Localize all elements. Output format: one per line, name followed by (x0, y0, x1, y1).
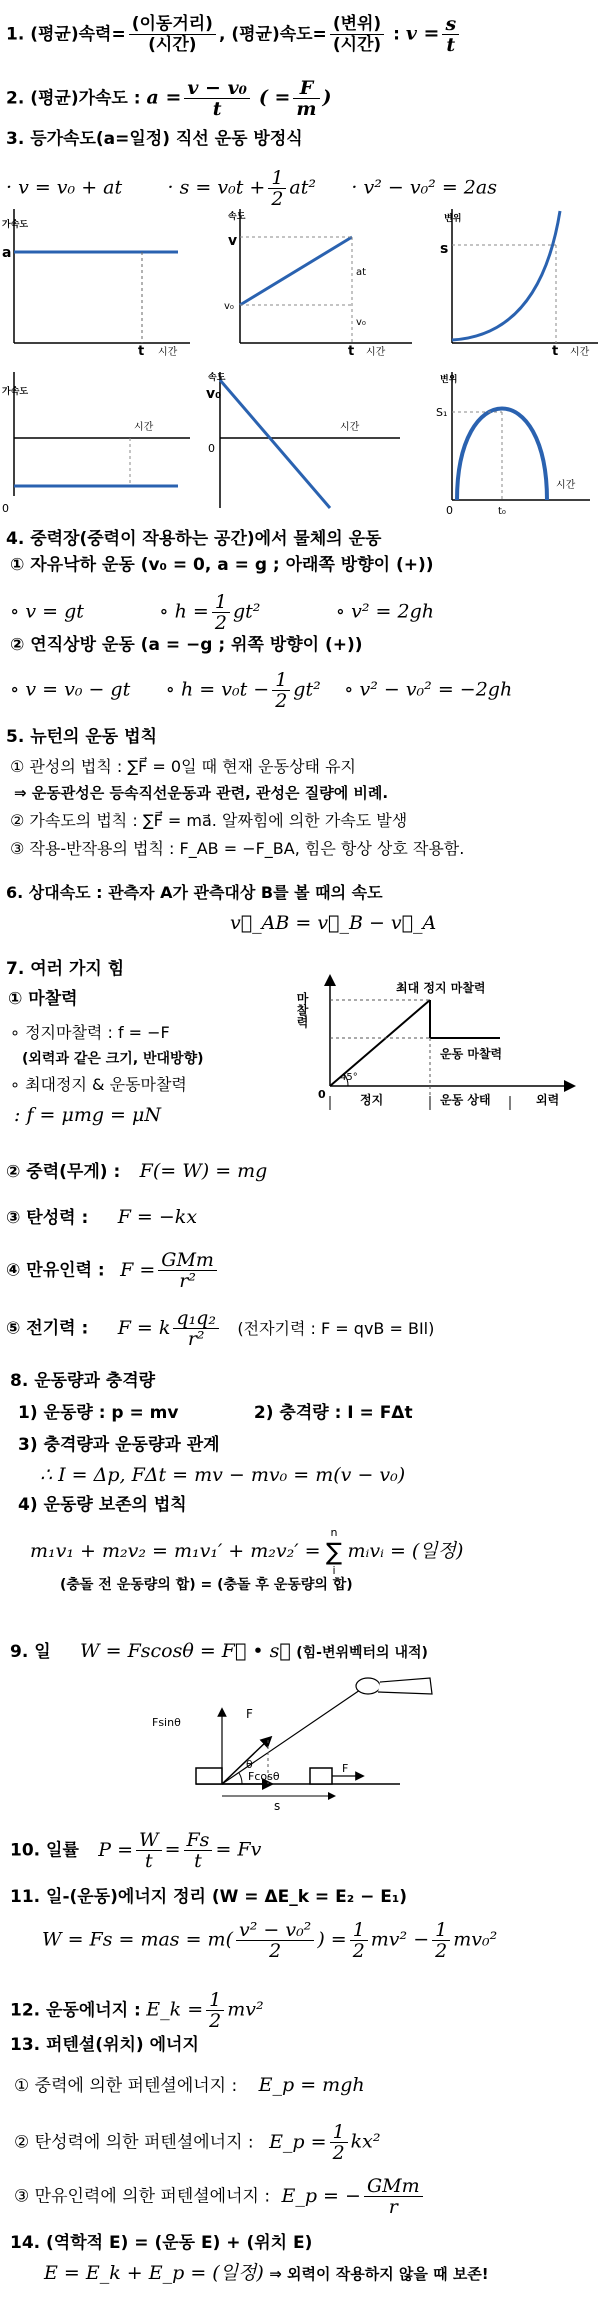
equation: = Fv (215, 1838, 262, 1861)
impulse-def: 2) 충격량 : I = FΔt (253, 1403, 413, 1423)
free-fall-equations (10, 592, 434, 633)
s1-label: S₁ (436, 406, 448, 419)
fraction-denominator: (시간) (148, 35, 197, 55)
equation: ∘ v = gt (10, 600, 84, 623)
potential-label: ① 중력에 의한 퍼텐셜에너지 : (14, 2076, 238, 2096)
sum-lower: i (332, 1564, 336, 1577)
fraction-numerator: W (136, 1830, 162, 1851)
fraction (293, 78, 319, 119)
motion-graphs-row-2 (0, 368, 607, 518)
fraction-numerator: 1 (432, 1920, 450, 1941)
conservation-equation (30, 1526, 463, 1578)
equation: gt² (293, 678, 321, 701)
fraction-numerator: 1 (268, 168, 286, 189)
section-title: 2. (평균)가속도 (6, 88, 128, 109)
equation: E_p = mgh (258, 2074, 365, 2096)
section-11-title: 11. 일-(운동)에너지 정리 (W = ΔE_k = E₂ − E₁) (10, 1887, 408, 1907)
theta-label: θ (246, 1758, 253, 1771)
force-label: ⑤ 전기력 : (6, 1318, 89, 1339)
section-7-title: 7. 여러 가지 힘 (6, 959, 125, 979)
y-axis-label: 속도 (208, 373, 226, 383)
equation: ) = (317, 1928, 347, 1951)
momentum-impulse-defs (18, 1402, 413, 1424)
x-axis-label: 시간 (366, 347, 386, 358)
fraction-denominator: m (296, 98, 317, 120)
fraction-denominator: t (194, 1850, 202, 1872)
y-mark: v₀ (206, 386, 222, 402)
electromagnetic-note: (전자기력 : F = qvB = BIl) (237, 1318, 435, 1338)
max-static-label: 최대 정지 마찰력 (396, 981, 486, 995)
graph-velocity-time (224, 209, 412, 359)
fraction-denominator: 2 (271, 188, 284, 210)
equation: E = E_k + E_p = (일정) (44, 2262, 264, 2284)
acceleration-lhs: a = (146, 86, 182, 109)
force-right-label: F (342, 1762, 349, 1775)
gravity-force (6, 1160, 267, 1183)
work-energy-equation (42, 1920, 497, 1961)
fraction-numerator: GMm (158, 1250, 217, 1271)
equation: W = Fs = mas = m( (42, 1928, 233, 1951)
equation: E_p = − (281, 2184, 361, 2207)
equation: · s = v₀t + (167, 176, 266, 199)
fraction-denominator: r² (179, 1270, 196, 1292)
x-axis-label: 시간 (158, 347, 178, 358)
force-label: ④ 만유인력 : (6, 1260, 105, 1281)
static-friction: ∘ 정지마찰력 : f = −F (10, 1023, 170, 1042)
fraction-denominator: r² (187, 1328, 205, 1350)
elastic-force (6, 1206, 197, 1229)
fraction-numerator: GMm (364, 2176, 423, 2197)
graph-upward-velocity (206, 371, 400, 508)
fraction-numerator: (변위) (330, 14, 384, 35)
section-4-title: 4. 중력장(중력이 작용하는 공간)에서 물체의 운동 (6, 529, 382, 549)
equation: ∘ h = (159, 600, 209, 623)
at-label: at (356, 267, 367, 278)
origin-label: 0 (318, 1088, 326, 1101)
fraction-denominator: t (144, 1850, 153, 1872)
conservation-title: 4) 운동량 보존의 법칙 (18, 1495, 187, 1515)
fraction-denominator: r (388, 2196, 398, 2218)
law-of-acceleration: ② 가속도의 법칙 : ∑F⃗ = ma⃗. 알짜힘에 의한 가속도 발생 (10, 811, 408, 830)
upward-motion-subtitle: ② 연직상방 운동 (a = −g ; 위쪽 방향이 (+)) (10, 635, 363, 655)
equation: · v = v₀ + at (6, 176, 123, 199)
fraction-denominator: 2 (332, 2142, 345, 2164)
x-axis-label: 시간 (134, 422, 154, 433)
sum-upper: n (330, 1526, 338, 1539)
fraction-denominator: 2 (209, 2010, 222, 2032)
elastic-potential (14, 2122, 381, 2163)
max-kinetic-friction: ∘ 최대정지 & 운동마찰력 (10, 1075, 187, 1094)
graph-free-fall-acceleration (2, 372, 190, 515)
angle-label: 45° (340, 1072, 358, 1083)
x-mark: t (138, 344, 145, 359)
fraction (184, 1830, 213, 1871)
fraction-numerator: 1 (206, 1990, 224, 2011)
section-9 (10, 1640, 428, 1664)
fraction (268, 168, 286, 209)
y-mark: a (2, 245, 12, 261)
section-title: 10. 일률 (10, 1840, 79, 1861)
equation: mᵢvᵢ = (일정) (347, 1540, 464, 1562)
section-14-title: 14. (역학적 E) = (운동 E) + (위치 E) (10, 2233, 313, 2253)
fraction-numerator: 1 (350, 1920, 368, 1941)
equation: F = −kx (117, 1206, 198, 1228)
graph-acceleration-time (2, 209, 190, 359)
equation: at² (289, 176, 316, 199)
gravitation-force (6, 1250, 220, 1291)
x-axis-label: 외력 (536, 1093, 560, 1107)
equation: E_k = (146, 1998, 204, 2021)
average-velocity-label: (평균)속도= (231, 24, 327, 45)
fraction (330, 14, 384, 55)
fraction (364, 2176, 423, 2217)
fraction (330, 2122, 348, 2163)
fraction-numerator: Fs (184, 1830, 213, 1851)
impulse-equation: ∴ I = Δp, FΔt = mv − mv₀ = m(v − v₀) (40, 1464, 406, 1486)
fraction-denominator: 2 (435, 1940, 448, 1962)
fraction-denominator: 2 (269, 1940, 282, 1962)
section-title: 9. 일 (10, 1642, 51, 1662)
v0-label: v₀ (356, 317, 366, 328)
gravitation-potential (14, 2176, 426, 2217)
fraction (442, 14, 459, 55)
kinetic-label: 운동 마찰력 (440, 1047, 503, 1061)
section-10 (10, 1830, 261, 1871)
fraction-denominator: 2 (352, 1940, 365, 1962)
fraction (158, 1250, 217, 1291)
upward-motion-equations (10, 670, 512, 711)
fcos-label: Fcosθ (248, 1770, 280, 1783)
fraction-numerator: (이동거리) (129, 14, 216, 35)
equation: = (164, 1838, 181, 1861)
equation: F = k (117, 1316, 171, 1339)
fraction (272, 670, 290, 711)
y-axis-label: 속도 (228, 212, 246, 222)
origin-label: 0 (208, 442, 215, 455)
fraction-denominator: (시간) (332, 35, 382, 55)
origin-label: 0 (2, 502, 9, 515)
t0-label: t₀ (498, 506, 506, 517)
v0-label: v₀ (224, 301, 234, 312)
equation: kx² (350, 2130, 381, 2153)
section-3-title: 3. 등가속도(a=일정) 직선 운동 방정식 (6, 129, 303, 149)
equation: mv₀² (453, 1928, 498, 1951)
work-diagram (150, 1672, 450, 1822)
velocity-lhs: v = (405, 22, 440, 45)
impulse-momentum-relation: 3) 충격량과 운동량과 관계 (18, 1435, 220, 1455)
electric-force (6, 1308, 434, 1349)
equation: m₁v₁ + m₂v₂ = m₁v₁′ + m₂v₂′ = (30, 1540, 321, 1562)
moving-region-label: 운동 상태 (440, 1093, 491, 1107)
section-13-title: 13. 퍼텐셜(위치) 에너지 (10, 2035, 199, 2055)
equation: mv² (227, 1998, 264, 2021)
fraction-numerator: 1 (272, 670, 290, 691)
fraction-numerator: v − v₀ (184, 78, 250, 99)
equation: ∘ v² − v₀² = −2gh (344, 678, 513, 701)
x-mark: t (348, 344, 355, 359)
conservation-condition: ⇒ 외력이 작용하지 않을 때 보존! (269, 2265, 489, 2283)
separator: , (218, 24, 226, 45)
fraction-denominator: t (212, 98, 222, 120)
graph-displacement-time (440, 209, 598, 359)
sum-symbol: ∑ (325, 1538, 343, 1566)
section-5-title: 5. 뉴턴의 운동 법칙 (6, 727, 157, 747)
fraction (184, 78, 250, 119)
friction-chart (295, 978, 600, 1140)
section-3-equations (6, 168, 497, 209)
section-12 (10, 1990, 264, 2031)
fraction-denominator: 2 (275, 690, 288, 712)
inertia-note: ⇒ 운동관성은 등속직선운동과 관련, 관성은 질량에 비례. (14, 784, 389, 802)
fraction (173, 1308, 219, 1349)
y-axis-label: 가속도 (2, 387, 29, 397)
section-6-title: 6. 상대속도 : 관측자 A가 관측대상 B를 볼 때의 속도 (6, 883, 383, 902)
colon: : (393, 24, 400, 45)
graph-upward-displacement (436, 372, 590, 517)
fraction (432, 1920, 450, 1961)
fraction (236, 1920, 314, 1961)
section-1 (6, 14, 462, 55)
y-axis-label: 마찰력 (295, 992, 309, 1028)
y-axis-label: 변위 (444, 214, 462, 224)
motion-graphs-row-1 (0, 205, 607, 359)
force-label: ② 중력(무게) : (6, 1162, 121, 1182)
x-axis-label: 시간 (340, 422, 360, 433)
friction-subtitle: ① 마찰력 (8, 989, 78, 1009)
fraction (136, 1830, 162, 1871)
work-note: (힘-변위벡터의 내적) (296, 1645, 428, 1661)
equation: · v² − v₀² = 2as (351, 176, 497, 199)
section-title: 12. 운동에너지 : (10, 2000, 141, 2021)
fraction-numerator: q₁q₂ (173, 1308, 219, 1329)
fraction (212, 592, 230, 633)
relative-velocity-equation: v⃗_AB = v⃗_B − v⃗_A (230, 912, 437, 934)
gravity-potential (14, 2074, 365, 2097)
equation: ∘ h = v₀t − (165, 678, 270, 701)
section-number: 1. (6, 24, 25, 45)
law-of-action-reaction: ③ 작용-반작용의 법칙 : F_AB = −F_BA, 힘은 항상 상호 작용함. (10, 839, 465, 858)
y-mark: s (440, 241, 449, 257)
fraction-numerator: 1 (212, 592, 230, 613)
force-label: ③ 탄성력 : (6, 1208, 89, 1228)
conservation-note: (충돌 전 운동량의 합) = (충돌 후 운동량의 합) (60, 1577, 353, 1593)
equation: ∘ v = v₀ − gt (10, 678, 131, 701)
fsin-label: Fsinθ (152, 1716, 181, 1729)
fraction-denominator: 2 (214, 612, 227, 634)
x-axis-label: 시간 (570, 347, 590, 358)
work-equation: W = Fscosθ = F⃗ • s⃗ (80, 1640, 291, 1662)
equation-part: ) (322, 86, 332, 109)
fraction-numerator: 1 (330, 2122, 348, 2143)
equation: gt² (232, 600, 261, 623)
y-axis-label: 변위 (440, 375, 458, 385)
law-of-inertia: ① 관성의 법칙 : ∑F⃗ = 0일 때 현재 운동상태 유지 (10, 757, 357, 776)
equation: P = (98, 1838, 134, 1861)
free-fall-subtitle: ① 자유낙하 운동 (v₀ = 0, a = g ; 아래쪽 방향이 (+)) (10, 555, 434, 575)
equation: mv² − (370, 1928, 430, 1951)
x-axis-label: 시간 (556, 480, 576, 491)
origin-label: 0 (446, 504, 453, 517)
friction-equation: : f = μmg = μN (14, 1104, 161, 1126)
fraction (350, 1920, 368, 1961)
equation: ∘ v² = 2gh (335, 600, 434, 623)
fraction-denominator: t (446, 34, 456, 56)
section-8-title: 8. 운동량과 충격량 (10, 1371, 156, 1391)
average-speed-label: (평균)속력= (30, 24, 126, 45)
equation-part: ( = (258, 86, 291, 109)
potential-label: ③ 만유인력에 의한 퍼텐셜에너지 : (14, 2186, 271, 2207)
static-friction-note: (외력과 같은 크기, 반대방향) (22, 1051, 204, 1067)
static-region-label: 정지 (360, 1093, 384, 1107)
equation: E_p = (269, 2130, 327, 2153)
fraction-numerator: F (293, 78, 319, 99)
fraction-numerator: s (442, 14, 459, 35)
fraction-numerator: v² − v₀² (236, 1920, 314, 1941)
momentum-def: 1) 운동량 : p = mv (18, 1403, 179, 1423)
summation (326, 1526, 342, 1578)
colon: : (133, 88, 141, 109)
potential-label: ② 탄성력에 의한 퍼텐셜에너지 : (14, 2132, 254, 2153)
fraction (206, 1990, 224, 2031)
fraction (129, 14, 216, 55)
y-mark: v (228, 233, 238, 249)
equation: F = (120, 1258, 156, 1281)
mechanical-energy-equation (44, 2262, 489, 2285)
section-2 (6, 78, 332, 119)
y-axis-label: 가속도 (2, 220, 29, 230)
x-mark: t (552, 344, 559, 359)
force-label: F (246, 1707, 253, 1721)
displacement-label: s (274, 1799, 281, 1813)
equation: F(= W) = mg (139, 1160, 268, 1182)
